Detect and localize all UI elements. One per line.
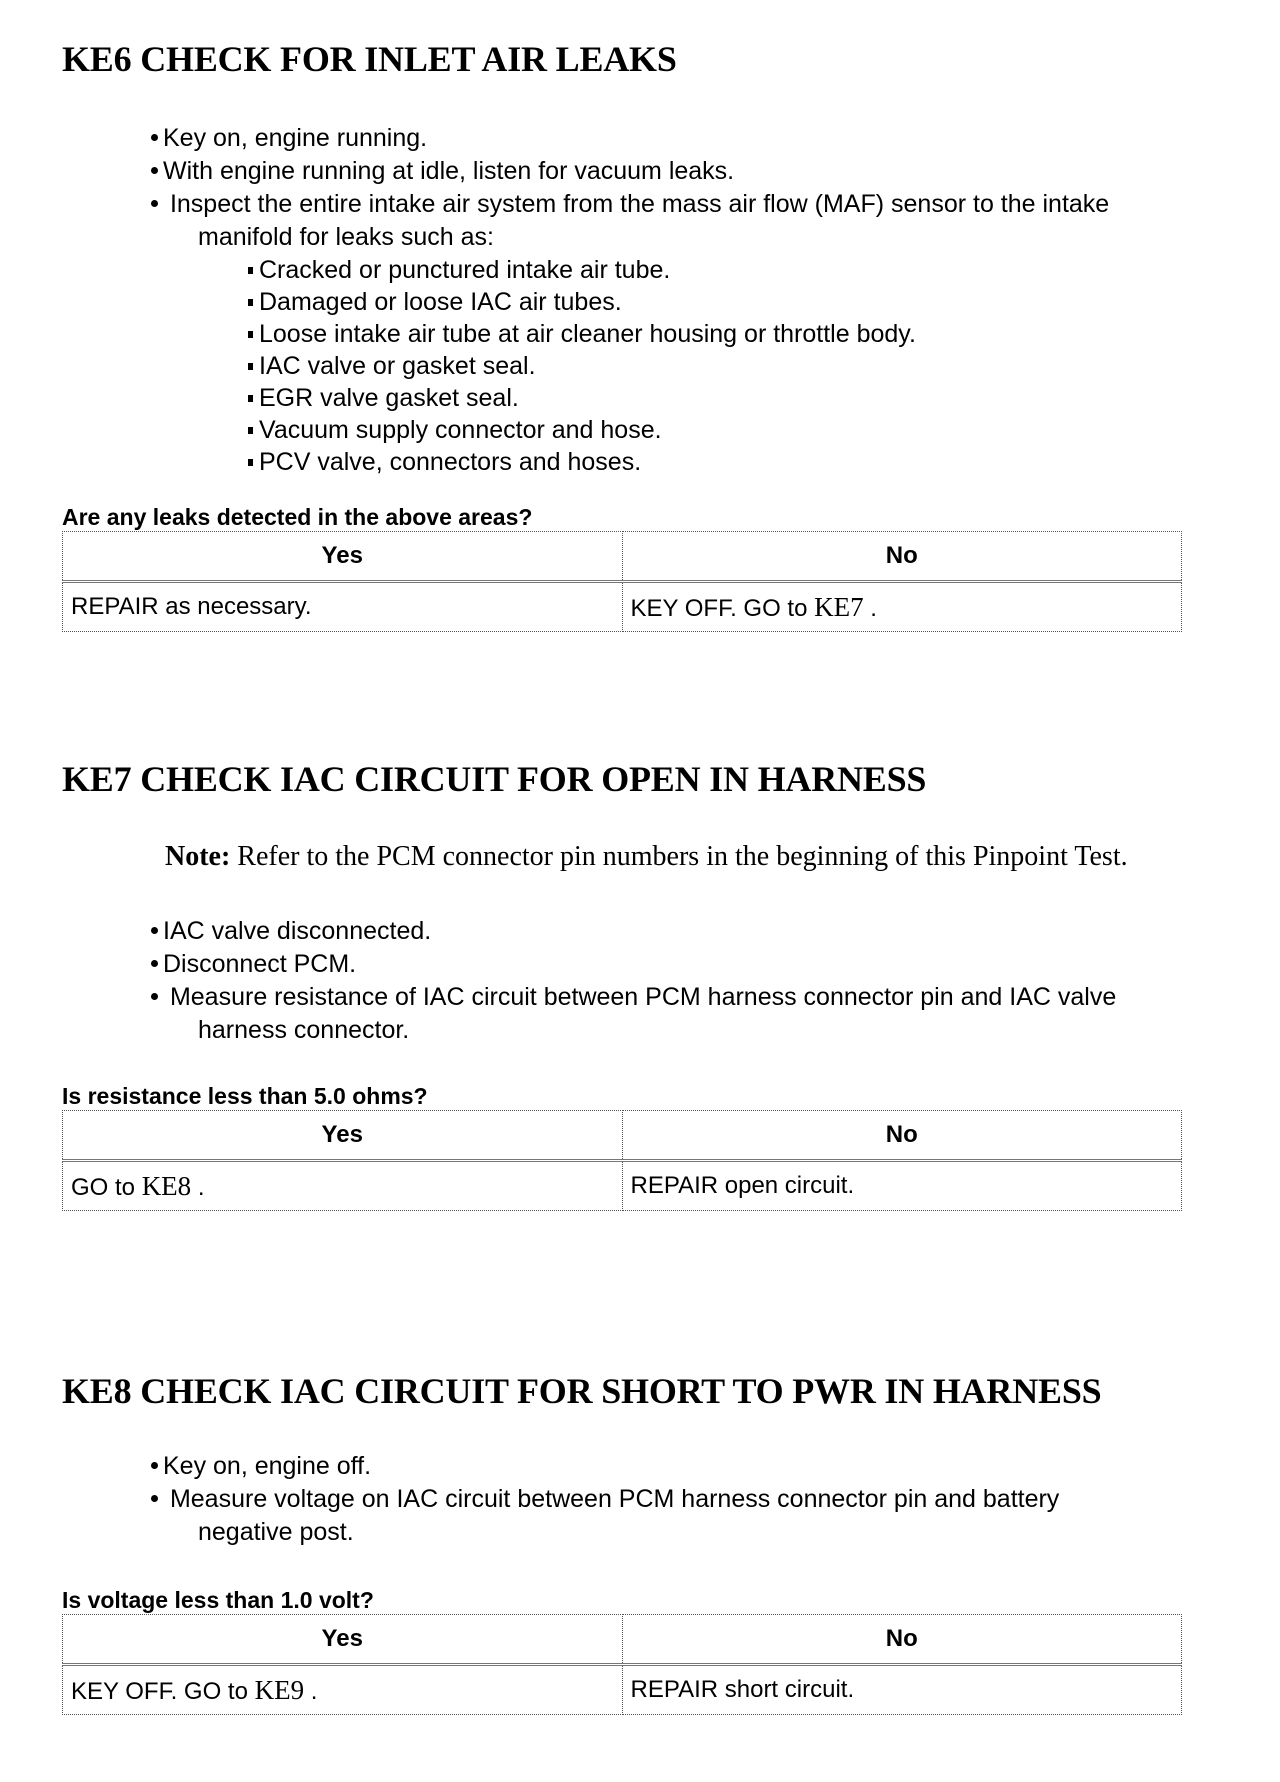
step-text: Measure resistance of IAC circuit between PCM harness connector pin and IAC valve <box>169 983 1117 1011</box>
decision-table-ke6 <box>62 531 1182 632</box>
yes-action: KEY OFF. GO to KE9 . <box>63 1665 623 1715</box>
section-ke6 <box>62 38 1182 632</box>
step-text-continued: negative post. <box>198 1518 354 1546</box>
no-action: REPAIR short circuit. <box>622 1665 1182 1715</box>
step-item: Disconnect PCM. <box>62 948 1182 981</box>
decision-table-ke7 <box>62 1110 1182 1211</box>
step-item: With engine running at idle, listen for vacuum leaks. <box>62 155 1182 188</box>
link-ke7[interactable]: KE7 <box>814 591 864 622</box>
yes-action: GO to KE8 . <box>63 1161 623 1211</box>
yes-header: Yes <box>63 532 623 582</box>
note-label: Note: <box>165 841 231 872</box>
link-ke8[interactable]: KE8 <box>141 1170 192 1201</box>
no-header: No <box>622 532 1182 582</box>
step-item <box>62 981 1182 1047</box>
step-text-continued: manifold for leaks such as: <box>198 223 494 251</box>
sub-item: IAC valve or gasket seal. <box>62 350 1182 382</box>
no-header: No <box>622 1111 1182 1161</box>
question-ke7: Is resistance less than 5.0 ohms? <box>62 1083 428 1109</box>
decision-table-ke8 <box>62 1614 1182 1715</box>
step-text: Measure voltage on IAC circuit between PCM harness connector pin and battery <box>169 1485 1060 1513</box>
note <box>62 838 1182 875</box>
step-text-continued: harness connector. <box>198 1016 410 1044</box>
section-title-ke7: KE7 CHECK IAC CIRCUIT FOR OPEN IN HARNESS <box>62 759 927 799</box>
step-item: Key on, engine off. <box>62 1450 1182 1483</box>
step-text: Inspect the entire intake air system from the mass air flow (MAF) sensor to the intake <box>169 190 1110 218</box>
sub-item: Loose intake air tube at air cleaner housing or throttle body. <box>62 318 1182 350</box>
section-ke8 <box>62 1370 1182 1715</box>
no-action: KEY OFF. GO to KE7 . <box>622 582 1182 632</box>
sub-item: PCV valve, connectors and hoses. <box>62 446 1182 478</box>
sub-item: Damaged or loose IAC air tubes. <box>62 286 1182 318</box>
yes-header: Yes <box>63 1111 623 1161</box>
link-ke9[interactable]: KE9 <box>254 1674 305 1705</box>
section-ke7 <box>62 758 1182 1211</box>
yes-action: REPAIR as necessary. <box>63 582 623 632</box>
step-item: Key on, engine running. <box>62 122 1182 155</box>
note-text: Refer to the PCM connector pin numbers in the beginning of this Pinpoint Test. <box>230 841 1128 872</box>
sub-item: Vacuum supply connector and hose. <box>62 414 1182 446</box>
no-header: No <box>622 1615 1182 1665</box>
yes-header: Yes <box>63 1615 623 1665</box>
step-list-ke8 <box>62 1450 1182 1549</box>
sub-item: EGR valve gasket seal. <box>62 382 1182 414</box>
question-ke8: Is voltage less than 1.0 volt? <box>62 1587 374 1613</box>
section-title-ke8: KE8 CHECK IAC CIRCUIT FOR SHORT TO PWR IN HARNESS <box>62 1371 1102 1411</box>
leak-check-list <box>62 254 1182 478</box>
step-list-ke6 <box>62 122 1182 254</box>
step-item <box>62 188 1182 254</box>
section-title-ke6: KE6 CHECK FOR INLET AIR LEAKS <box>62 39 677 79</box>
no-action: REPAIR open circuit. <box>622 1161 1182 1211</box>
step-list-ke7 <box>62 915 1182 1047</box>
question-ke6: Are any leaks detected in the above areas? <box>62 504 533 530</box>
sub-item: Cracked or punctured intake air tube. <box>62 254 1182 286</box>
step-item <box>62 1483 1182 1549</box>
step-item: IAC valve disconnected. <box>62 915 1182 948</box>
